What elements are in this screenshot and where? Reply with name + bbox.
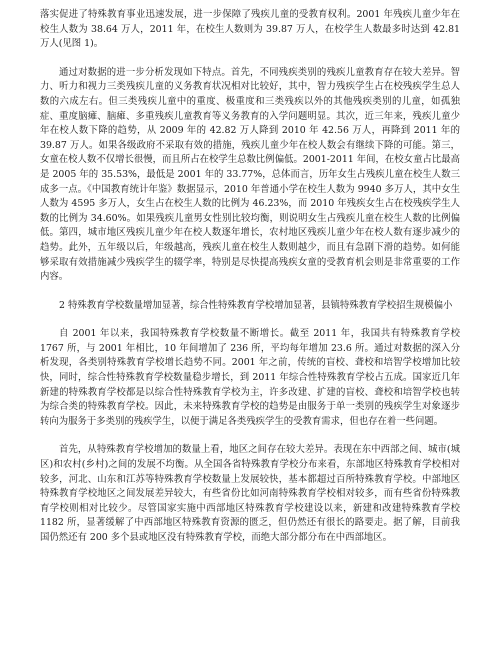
paragraph-analysis: 通过对数据的进一步分析发现如下特点。首先，不同残疾类别的残疾儿童教育存在较大差异。智力、听力和视力三类残疾儿童的义务教育状况相对比较好，其中，智力残疾学生占在校残疾学生总人数的六成左右。但三类残疾儿童中的重度、极重度和三类残疾以外的其他残疾类别的儿童，如孤独症、重度脑瘫、脑瘫、多重残疾儿童教育等义务教育的入学问题明显。其次，近三年来，残疾儿童少年在校人数下降的趋势，从 2009 年的 42.82 万人降到 2010 年 42.56 万人，再降到 2011 年的 39.87 万人。如果各级政府不采取有效的措施，残疾儿童少年在校人数会有继续下降的可能。第三，女童在校人数不仅增长很慢，而且所占在校学生总数比例偏低。2001-2011 年间，在校女童占比最高是 2005 年的 35.53%，最低是 2001 年的 33.77%，总体而言，历年女生占残疾儿童在校生人数三成多一点。《中国教育统计年鉴》数据显示，2010 年普通小学在校生人数为 9940 多万人，其中女生人数为 4595 多万人，女生占在校生人数的比例为 46.23%，而 2010 年残疾女生占在校残疾学生人数的比例为 34.60%。如果残疾儿童男女性别比较均衡，则说明女生占残疾儿童在校生人数的比例偏低。第四，城市地区残疾儿童少年在校人数逐年增长，农村地区残疾儿童少年在校人数有逐步减少的趋势。此外，五年级以后，年级越高，残疾儿童在校生人数则越少，而且有急剧下滑的趋势。如何能够采取有效措施减少残疾学生的辍学率，特别是尽快提高残疾女童的受教育机会则是非常重要的工作内容。 bbox=[40, 66, 460, 283]
paragraph-school-growth: 自 2001 年以来，我国特殊教育学校数量不断增长。截至 2011 年，我国共有特殊教育学校 1767 所，与 2001 年相比，10 年间增加了 236 所，平均每年增加 23.6 所。通过对数据的深入分析发现，各类别特殊教育学校增长趋势不同。2001 年之前，传统的盲校、聋校和培智学校增加比较快，同时，综合性特殊教育学校数量稳步增长，到 2011 年综合性特殊教育学校占五成。国家近几年新建的特殊教育学校都是以综合性特殊教育学校为主，许多改建、扩建的盲校、聋校和培智学校也转为综合类的特殊教育学校。因此，未来特殊教育学校的趋势是由服务于单一类别的残疾学生对象逐步转向为服务于多类别的残疾学生，以便于满足各类残疾学生的受教育需求，但也存在着一些问题。 bbox=[40, 328, 460, 427]
paragraph-regional-differences: 首先，从特殊教育学校增加的数量上看，地区之间存在较大差异。表现在东中西部之间、城市(城区)和农村(乡村)之间的发展不均衡。从全国各省特殊教育学校分布来看，东部地区特殊教育学校相对较多，河北、山东和江苏等特殊教育学校数量上发展较快，基本都超过百所特殊教育学校。中部地区特殊教育学校地区之间发展差异较大，有些省份比如河南特殊教育学校相对较多，而有些省份特殊教育学校则相对比较少。尽管国家实施中西部地区特殊教育学校建设以来，新建和改建特殊教育学校 1182 所，显著缓解了中西部地区特殊教育资源的匮乏，但仍然还有很长的路要走。据了解，目前我国仍然还有 200 多个县或地区没有特殊教育学校，而绝大部分都分布在中西部地区。 bbox=[40, 444, 460, 543]
paragraph-intro: 落实促进了特殊教育事业迅速发展，进一步保障了残疾儿童的受教育权利。2001 年残疾儿童少年在校生人数为 38.64 万人，2011 年，在校生人数则为 39.87 万人，在校学生人数最多时达到 42.81 万人(见图 1)。 bbox=[40, 9, 460, 50]
section-heading: 2 特殊教育学校数量增加显著，综合性特殊教育学校增加显著，县镇特殊教育学校招生规模偏小 bbox=[59, 299, 453, 311]
